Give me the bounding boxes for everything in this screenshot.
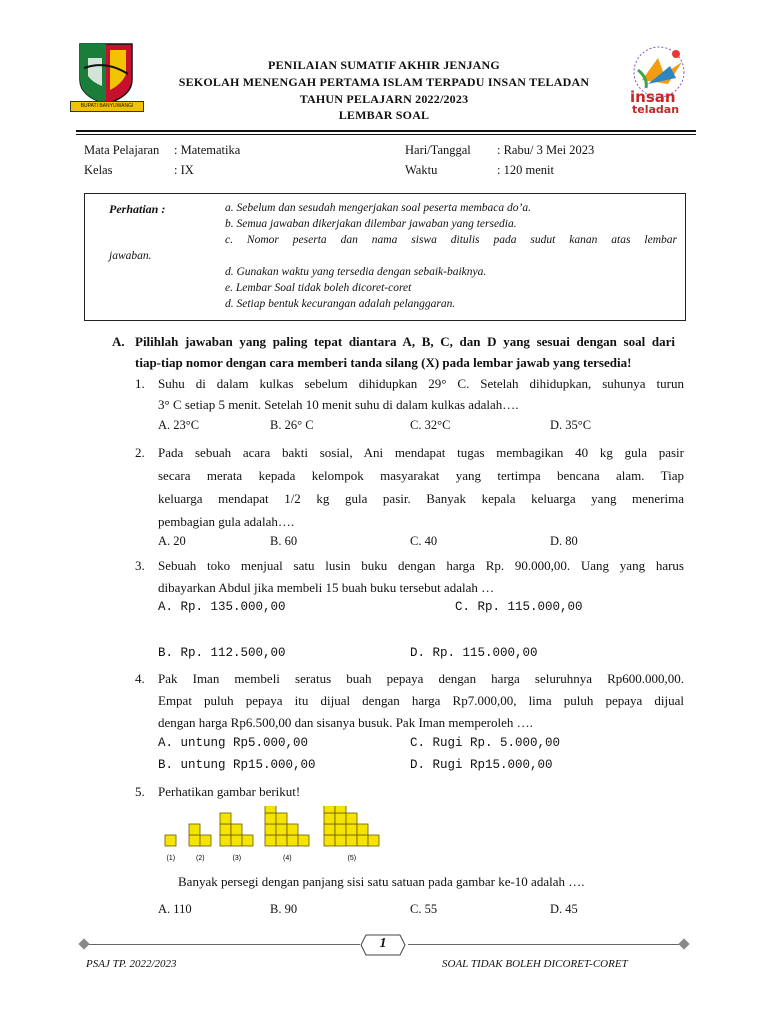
figure-5-square xyxy=(335,813,346,824)
figure-label-5: (5) xyxy=(347,855,357,862)
figure-4-square xyxy=(265,813,276,824)
figure-5-square xyxy=(335,824,346,835)
date-label: Hari/Tanggal xyxy=(405,143,471,157)
notice-box xyxy=(84,193,686,321)
q2-text-2: secara merata kepada kelompok masyarakat yang tertimpa bencana alam. Tiap xyxy=(158,468,684,483)
q1-text-1: Suhu di dalam kulkas sebelum dihidupkan 29° C. Setelah dihidupkan, suhunya turun xyxy=(158,376,684,391)
school-logo-text-2: teladan xyxy=(632,103,680,116)
figure-2-square xyxy=(189,824,200,835)
q2-option-a: A. 20 xyxy=(158,534,186,548)
header-line-4: LEMBAR SOAL xyxy=(338,108,430,122)
figure-label-2: (2) xyxy=(196,855,205,862)
q2-option-c: C. 40 xyxy=(410,534,438,548)
regency-logo-caption: BUPATI BANYUWANGI xyxy=(80,103,134,109)
figure-3-square xyxy=(231,824,242,835)
figure-4-square xyxy=(276,824,287,835)
subject-value: : Matematika xyxy=(174,143,241,157)
figure-5-square xyxy=(346,813,357,824)
q4-text-2: Empat puluh pepaya itu dijual dengan harga Rp7.000,00, lima puluh pepaya dijual xyxy=(158,693,684,708)
q1-number: 1. xyxy=(135,376,145,391)
figure-5-square xyxy=(346,824,357,835)
figure-5-square xyxy=(324,824,335,835)
date-value: : Rabu/ 3 Mei 2023 xyxy=(497,143,595,157)
q2-text-3: keluarga mendapat 1/2 kg gula pasir. Banyak kepala keluarga yang menerima xyxy=(158,491,684,506)
q3-option-c: C. Rp. 115.000,00 xyxy=(455,600,583,614)
q5-option-a: A. 110 xyxy=(158,902,192,916)
q2-option-b: B. 60 xyxy=(270,534,298,548)
page-number-badge xyxy=(360,934,406,956)
figure-label-4: (4) xyxy=(283,855,292,862)
q4-option-a: A. untung Rp5.000,00 xyxy=(158,736,309,750)
footer-left-text: PSAJ TP. 2022/2023 xyxy=(86,958,177,970)
figure-4-square xyxy=(265,835,276,846)
figure-label-1: (1) xyxy=(166,855,176,862)
header-rule-thick xyxy=(76,130,696,132)
figure-3-square xyxy=(242,835,253,846)
q1-option-a: A. 23°C xyxy=(158,418,200,432)
q4-option-b: B. untung Rp15.000,00 xyxy=(158,758,316,772)
q1-option-b: B. 26° C xyxy=(270,418,314,432)
section-instruction-1: Pilihlah jawaban yang paling tepat diantara A, B, C, dan D yang sesuai dengan soal dari xyxy=(135,334,675,349)
q2-option-d: D. 80 xyxy=(550,534,578,548)
q4-number: 4. xyxy=(135,671,145,686)
figure-2-square xyxy=(189,835,200,846)
q2-text-1: Pada sebuah acara bakti sosial, Ani mendapat tugas membagikan 40 kg gula pasir xyxy=(158,445,684,460)
q5-number: 5. xyxy=(135,784,145,799)
figure-5-square xyxy=(324,835,335,846)
school-logo-text-1: insan xyxy=(630,88,676,106)
footer-right-text: SOAL TIDAK BOLEH DICORET-CORET xyxy=(442,958,628,970)
q5-option-d: D. 45 xyxy=(550,902,578,916)
q3-text-1: Sebuah toko menjual satu lusin buku dengan harga Rp. 90.000,00. Uang yang harus xyxy=(158,558,684,573)
footer-rule-left xyxy=(84,944,360,945)
figure-5-square xyxy=(324,806,335,813)
q2-number: 2. xyxy=(135,445,145,460)
figure-4-square xyxy=(276,835,287,846)
figure-4-square xyxy=(276,813,287,824)
header-rule-thin xyxy=(76,134,696,135)
footer-rule-cap-right xyxy=(678,938,689,949)
figure-5-square xyxy=(357,824,368,835)
q3-number: 3. xyxy=(135,558,145,573)
figure-4-square xyxy=(287,824,298,835)
q5-text-1: Perhatikan gambar berikut! xyxy=(158,784,301,799)
q1-text-2: 3° C setiap 5 menit. Setelah 10 menit suhu di dalam kulkas adalah…. xyxy=(158,397,519,412)
notice-item-c-cont: jawaban. xyxy=(109,250,152,262)
figure-3-square xyxy=(220,835,231,846)
figure-2-square xyxy=(200,835,211,846)
q5-option-c: C. 55 xyxy=(410,902,438,916)
figure-5-square xyxy=(324,813,335,824)
subject-label: Mata Pelajaran xyxy=(84,143,160,157)
figure-5-square xyxy=(335,835,346,846)
figure-label-3: (3) xyxy=(232,855,242,862)
page-number: 1 xyxy=(379,936,387,951)
header-line-2: SEKOLAH MENENGAH PERTAMA ISLAM TERPADU INSAN TELADAN xyxy=(178,75,590,89)
q3-text-2: dibayarkan Abdul jika membeli 15 buah buku tersebut adalah … xyxy=(158,580,495,595)
q2-text-4: pembagian gula adalah…. xyxy=(158,514,295,529)
header-line-3: TAHUN PELAJARN 2022/2023 xyxy=(299,92,469,106)
notice-item-e: e. Lembar Soal tidak boleh dicoret-coret xyxy=(225,282,412,294)
figure-5-square xyxy=(357,835,368,846)
footer-rule-right xyxy=(408,944,684,945)
q5-prompt: Banyak persegi dengan panjang sisi satu satuan pada gambar ke-10 adalah …. xyxy=(178,874,585,889)
figure-1-square xyxy=(165,835,176,846)
figure-4-square xyxy=(298,835,309,846)
figure-5-square xyxy=(368,835,379,846)
notice-item-b: b. Semua jawaban dikerjakan dilembar jawaban yang tersedia. xyxy=(225,218,517,230)
q5-option-b: B. 90 xyxy=(270,902,298,916)
class-label: Kelas xyxy=(84,163,113,177)
notice-item-f: d. Setiap bentuk kecurangan adalah pelanggaran. xyxy=(225,298,456,310)
figure-5-square xyxy=(335,806,346,813)
header-line-1: PENILAIAN SUMATIF AKHIR JENJANG xyxy=(268,58,500,72)
q4-text-3: dengan harga Rp6.500,00 dan sisanya busuk. Pak Iman memperoleh …. xyxy=(158,715,533,730)
q1-option-c: C. 32°C xyxy=(410,418,451,432)
section-letter: A. xyxy=(112,334,125,349)
notice-item-a: a. Sebelum dan sesudah mengerjakan soal peserta membaca do’a. xyxy=(225,202,531,214)
section-instruction-2: tiap-tiap nomor dengan cara memberi tanda silang (X) pada lembar jawab yang tersedia! xyxy=(135,355,632,370)
q3-option-a: A. Rp. 135.000,00 xyxy=(158,600,286,614)
class-value: : IX xyxy=(174,163,194,177)
q3-option-d: D. Rp. 115.000,00 xyxy=(410,646,538,660)
staircase-figure xyxy=(160,806,400,868)
figure-4-square xyxy=(287,835,298,846)
notice-item-d: d. Gunakan waktu yang tersedia dengan sebaik-baiknya. xyxy=(225,266,487,278)
q4-option-d: D. Rugi Rp15.000,00 xyxy=(410,758,553,772)
figure-4-square xyxy=(265,806,276,813)
time-value: : 120 menit xyxy=(497,163,554,177)
notice-item-c: c. Nomor peserta dan nama siswa ditulis pada sudut kanan atas lembar xyxy=(225,234,677,246)
q1-option-d: D. 35°C xyxy=(550,418,592,432)
q4-text-1: Pak Iman membeli seratus buah pepaya dengan harga seluruhnya Rp600.000,00. xyxy=(158,671,684,686)
footer-rule-cap-left xyxy=(78,938,89,949)
notice-title: Perhatian : xyxy=(109,202,166,216)
figure-3-square xyxy=(220,813,231,824)
time-label: Waktu xyxy=(405,163,438,177)
figure-5-square xyxy=(346,835,357,846)
q3-option-b: B. Rp. 112.500,00 xyxy=(158,646,286,660)
figure-3-square xyxy=(220,824,231,835)
q4-option-c: C. Rugi Rp. 5.000,00 xyxy=(410,736,561,750)
figure-4-square xyxy=(265,824,276,835)
figure-3-square xyxy=(231,835,242,846)
